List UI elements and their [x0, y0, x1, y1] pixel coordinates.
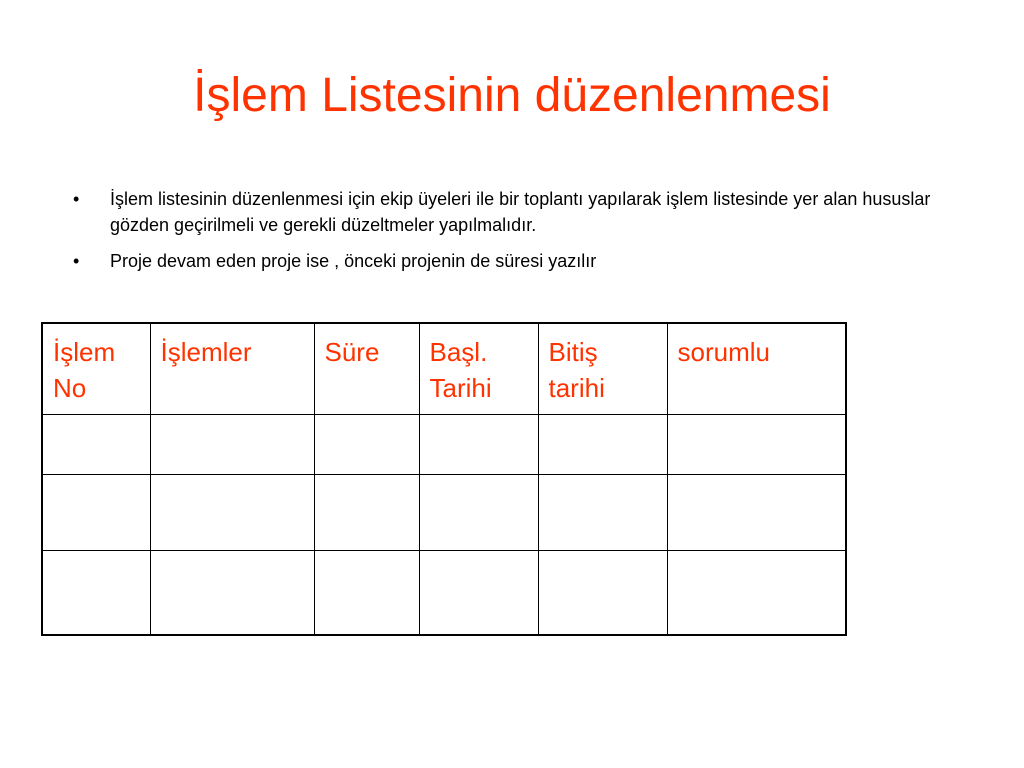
column-header-islemler: [150, 323, 314, 415]
table-cell: [538, 475, 667, 551]
table-row: [42, 475, 846, 551]
table-cell: [150, 475, 314, 551]
column-header-label: Süre: [324, 337, 380, 367]
slide-title: İşlem Listesinin düzenlenmesi: [193, 69, 831, 122]
column-header-sorumlu: [667, 323, 846, 415]
table-header-row: [42, 323, 846, 415]
table-cell: [150, 415, 314, 475]
column-header-label: Bitiş tarihi: [548, 337, 605, 403]
table-cell: [419, 415, 538, 475]
table-cell: [667, 551, 846, 635]
bullet-text: İşlem listesinin düzenlenmesi için ekip üyeleri ile bir toplantı yapılarak işlem listesinde yer alan hususlar gözden geçirilmeli ve gerekli düzeltmeler yapılmalıdır.: [110, 189, 931, 235]
column-header-bitis-tarihi: [538, 323, 667, 415]
table-row: [42, 551, 846, 635]
table-cell: [538, 415, 667, 475]
bullet-list: [64, 186, 964, 284]
table-cell: [314, 415, 419, 475]
table-cell: [42, 551, 150, 635]
table-cell: [42, 475, 150, 551]
table-cell: [538, 551, 667, 635]
table-cell: [314, 551, 419, 635]
table-cell: [314, 475, 419, 551]
table-cell: [42, 415, 150, 475]
column-header-label: İşlemler: [160, 337, 252, 367]
bullet-text: Proje devam eden proje ise , önceki projenin de süresi yazılır: [110, 251, 597, 271]
process-list-table: [41, 322, 847, 636]
table-row: [42, 415, 846, 475]
table-cell: [419, 475, 538, 551]
table-cell: [667, 415, 846, 475]
column-header-sure: [314, 323, 419, 415]
table-cell: [150, 551, 314, 635]
bullet-marker: •: [73, 189, 80, 209]
bullet-marker: •: [73, 251, 80, 271]
column-header-label: İşlem No: [53, 337, 116, 403]
bullet-item: [64, 186, 964, 238]
table-cell: [419, 551, 538, 635]
column-header-label: Başl. Tarihi: [429, 337, 492, 403]
column-header-islem-no: [42, 323, 150, 415]
column-header-basl-tarihi: [419, 323, 538, 415]
table-cell: [667, 475, 846, 551]
bullet-item: [64, 248, 964, 274]
column-header-label: sorumlu: [677, 337, 770, 367]
